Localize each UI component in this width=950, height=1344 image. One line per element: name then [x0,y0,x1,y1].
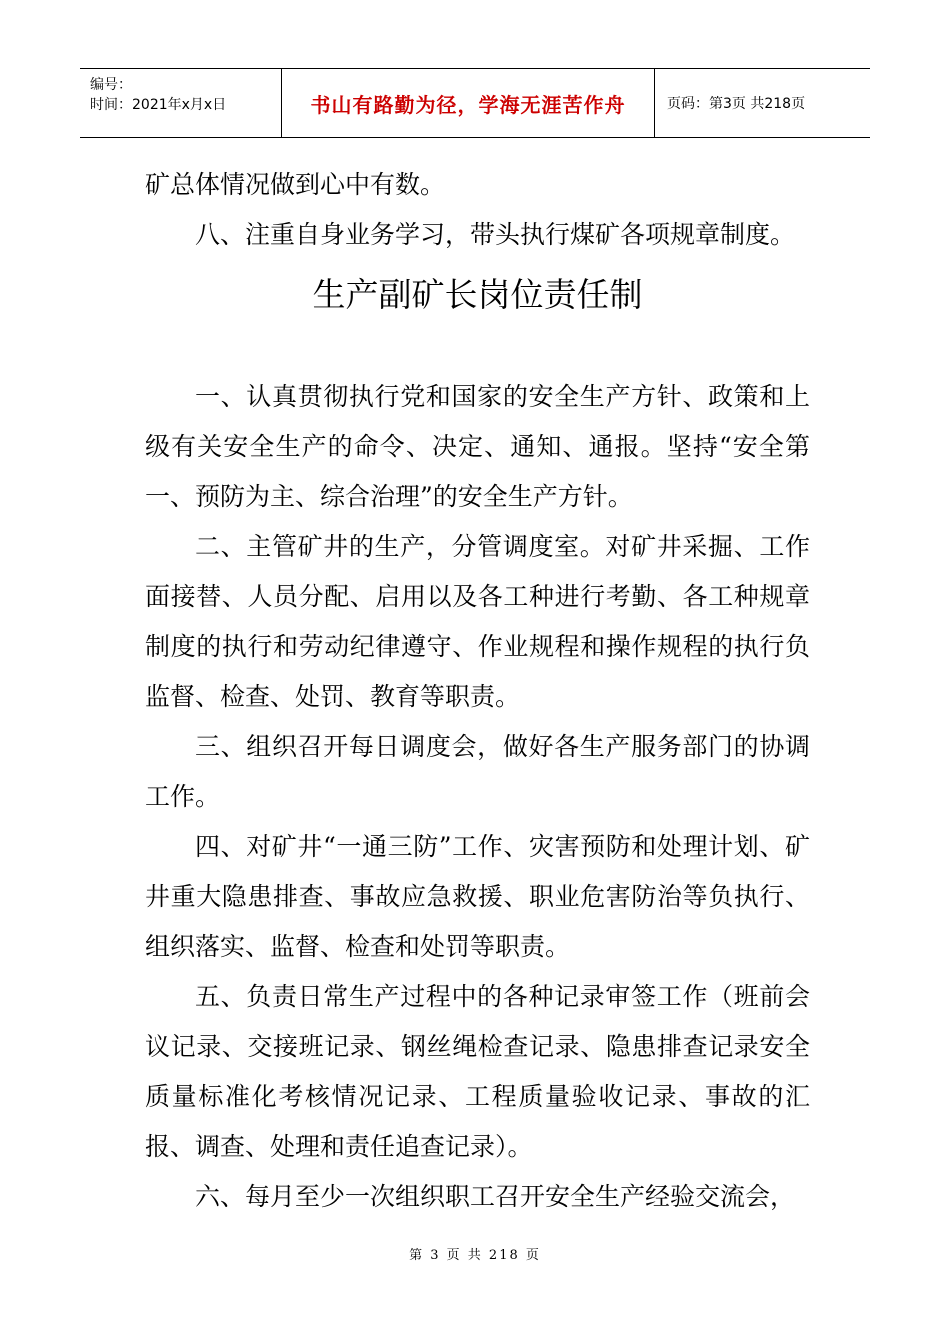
section-4: 四、对矿井“一通三防”工作、灾害预防和处理计划、矿井重大隐患排查、事故应急救援、职业危害防治等负执行、组织落实、监督、检查和处罚等职责。 [145,832,810,961]
section-2: 二、主管矿井的生产，分管调度室。对矿井采掘、工作面接替、人员分配、启用以及各工种进行考勤、各工种规章制度的执行和劳动纪律遵守、作业规程和操作规程的执行负监督、检查、处罚、教育等职责。 [145,532,810,711]
section-5: 五、负责日常生产过程中的各种记录审签工作（班前会议记录、交接班记录、钢丝绳检查记录、隐患排查记录安全质量标准化考核情况记录、工程质量验收记录、事故的汇报、调查、处理和责任追查记录）。 [145,982,810,1161]
continuation-text: 矿总体情况做到心中有数。 [145,170,446,199]
header-motto: 书山有路勤为径，学海无涯苦作舟 [282,69,655,137]
document-body [145,160,810,1222]
header-meta [80,69,282,137]
document-date: 时间：2021年x月x日 [90,97,227,113]
page-footer: 第 3 页 共 218 页 [409,1248,541,1263]
section-6: 六、每月至少一次组织职工召开安全生产经验交流会， [195,1182,796,1211]
item-eight: 八、注重自身业务学习，带头执行煤矿各项规章制度。 [195,220,796,249]
document-title: 生产副矿长岗位责任制 [312,275,643,314]
header-page-info: 页码：第3页 共218页 [667,96,806,112]
section-1: 一、认真贯彻执行党和国家的安全生产方针、政策和上级有关安全生产的命令、决定、通知、通报。坚持“安全第一、预防为主、综合治理”的安全生产方针。 [145,382,810,511]
section-3: 三、组织召开每日调度会，做好各生产服务部门的协调工作。 [145,732,810,811]
page-header [80,68,870,138]
document-number-label: 编号： [90,77,132,93]
